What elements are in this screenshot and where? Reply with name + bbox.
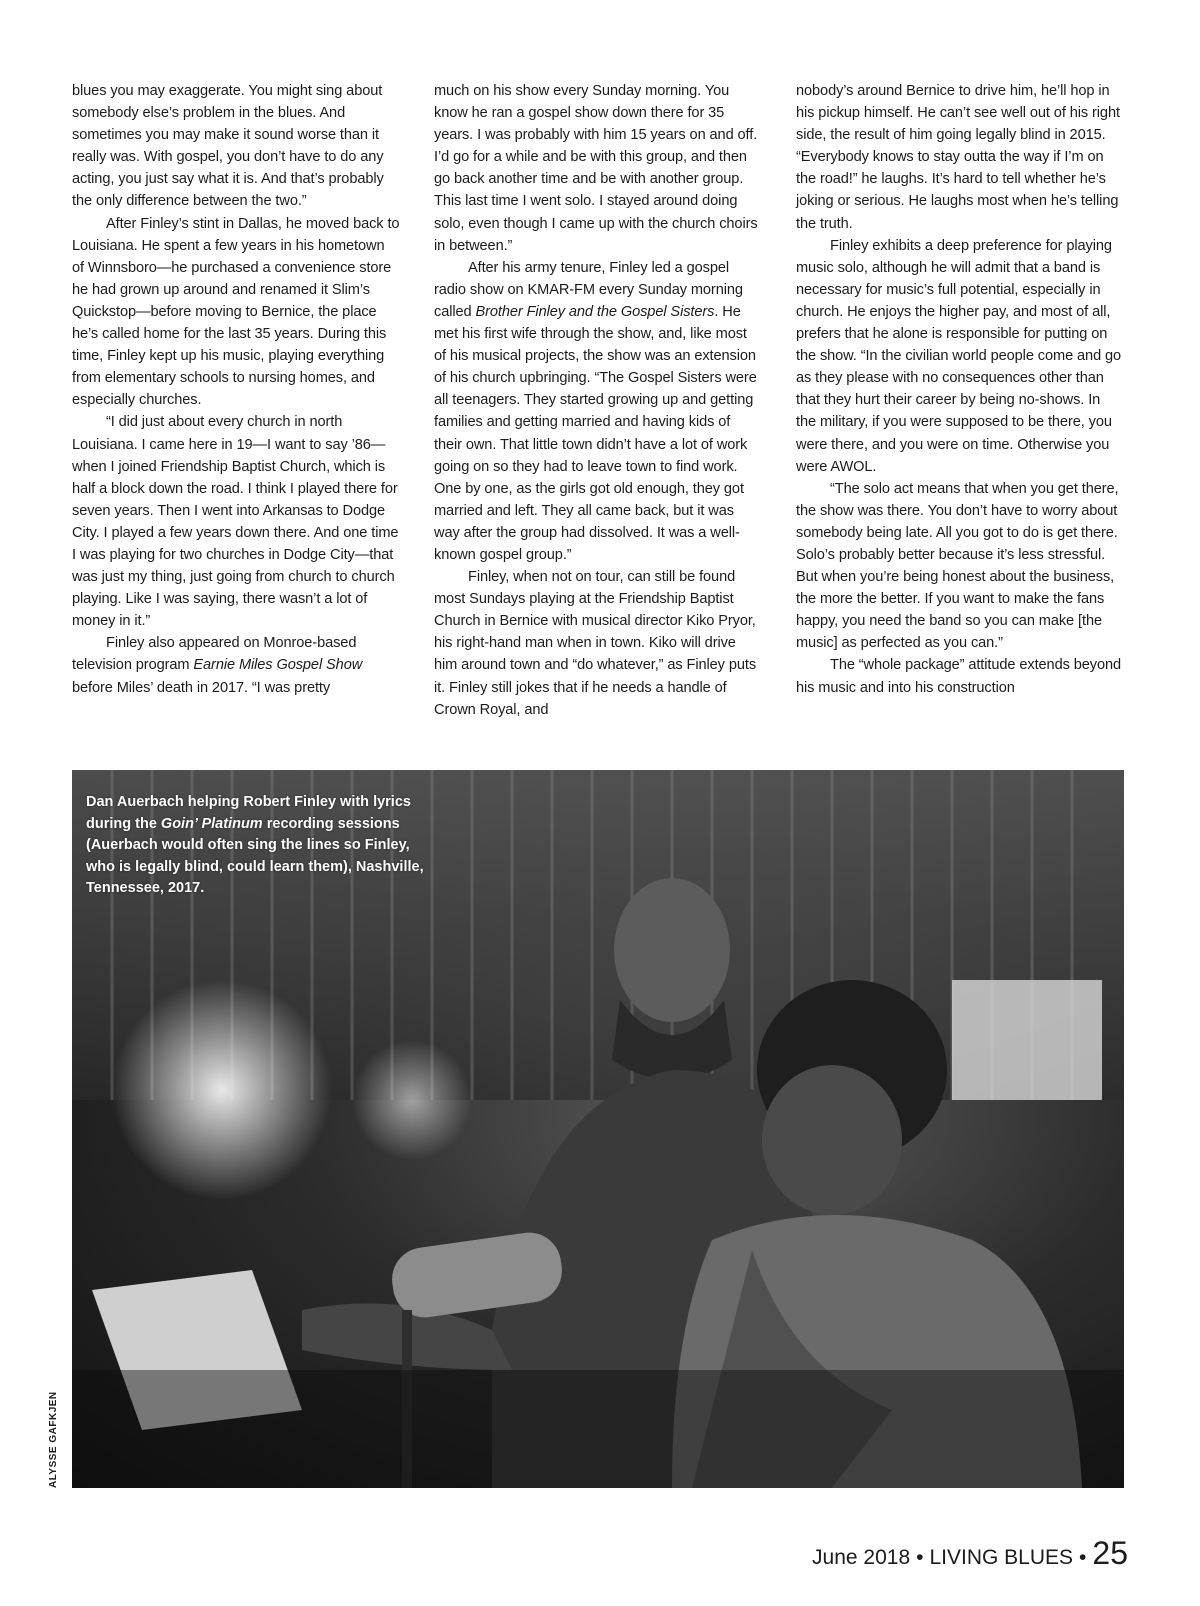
page-footer xyxy=(812,1535,1128,1572)
paragraph: The “whole package” attitude extends beyond his music and into his construction xyxy=(796,657,1122,696)
paragraph xyxy=(72,632,400,698)
text-run: . He met his first wife through the show, and, like most of his musical projects, the show was an extension of his church upbringing. “The Gospel Sisters were all teenagers. They started growing up and getting families and getting married and having kids of their own. That little town didn’t have a lot of work going on so they had to leave town to find work. One by one, as the girls got old enough, they got married and left. They all came back, but it was way after the group had dissolved. It was a well-known gospel group.” xyxy=(434,303,757,563)
text-run: After his army tenure, Finley led a gospel radio show on KMAR-FM every Sunday morning called xyxy=(434,259,743,320)
paragraph: nobody’s around Bernice to drive him, he’ll hop in his pickup himself. He can’t see well out of his right side, the result of him going legally blind in 2015. “Everybody knows to stay outta the way if I’m on the road!” he laughs. It’s hard to tell whether he’s joking or serious. He laughs most when he’s telling the truth. xyxy=(796,83,1120,232)
text-run: before Miles’ death in 2017. “I was pretty xyxy=(72,679,331,696)
paragraph xyxy=(434,257,762,566)
paragraph: Finley exhibits a deep preference for playing music solo, although he will admit that a band is necessary for music’s full potential, especially in church. He enjoys the higher pay, and most of all, prefers that he alone is responsible for putting on the show. “In the civilian world people come and go as they please with no consequences other than that they hurt their career by being no-shows. In the military, if you were supposed to be there, you were there, and you were on time. Otherwise you were AWOL. xyxy=(796,237,1122,475)
magazine-name: LIVING BLUES xyxy=(929,1546,1074,1569)
article-columns xyxy=(72,80,1124,760)
show-title: Brother Finley and the Gospel Sisters xyxy=(475,303,715,320)
caption-text: recording sessions (Auerbach would often sing the lines so Finley, who is legally blind, could learn them), Nashville, Tennessee, 2017. xyxy=(86,815,424,896)
column-2 xyxy=(434,80,762,760)
text-run: Finley also appeared on Monroe-based television program xyxy=(72,635,357,674)
page-number: 25 xyxy=(1092,1535,1128,1571)
bullet-separator: • xyxy=(1079,1546,1087,1569)
paragraph: “I did just about every church in north Louisiana. I came here in 19—I want to say ’86—when I joined Friendship Baptist Church, which is half a block down the road. I think I played there for seven years. Then I went into Arkansas to Dodge City. I played a few years down there. And one time I was playing for two churches in Dodge City—that was just my thing, just going from church to church playing. Like I was saying, there wasn’t a lot of money in it.” xyxy=(72,414,399,630)
paragraph: After Finley’s stint in Dallas, he moved back to Louisiana. He spent a few years in his hometown of Winnsboro—he purchased a convenience store he had grown up around and renamed it Slim’s Quickstop—before moving to Bernice, the place he’s called home for the last 35 years. During this time, Finley kept up his music, playing everything from elementary schools to nursing homes, and especially churches. xyxy=(72,215,400,409)
photo-credit: ALYSSE GAFKJEN xyxy=(48,1391,59,1488)
album-title: Goin’ Platinum xyxy=(160,815,263,832)
bullet-separator: • xyxy=(916,1546,924,1569)
show-title: Earnie Miles Gospel Show xyxy=(193,657,363,674)
column-1 xyxy=(72,80,400,760)
issue-date: June 2018 xyxy=(812,1546,911,1569)
paragraph: Finley, when not on tour, can still be found most Sundays playing at the Friendship Baptist Church in Bernice with musical director Kiko Pryor, his right-hand man when in town. Kiko will drive him around town and “do whatever,” as Finley puts it. Finley still jokes that if he needs a handle of Crown Royal, and xyxy=(434,569,757,718)
caption-text: Dan Auerbach helping Robert Finley with lyrics during the xyxy=(86,794,411,832)
studio-photo xyxy=(72,770,1124,1488)
paragraph: much on his show every Sunday morning. You know he ran a gospel show down there for 35 years. I was probably with him 15 years on and off. I’d go for a while and be with this group, and then go back another time and be with another group. This last time I went solo. I stayed around doing solo, even though I came up with the church choirs in between.” xyxy=(434,83,758,254)
paragraph: blues you may exaggerate. You might sing about somebody else’s problem in the blues. And sometimes you may make it sound worse than it really was. With gospel, you don’t have to do any acting, you just say what it is. And that’s probably the only difference between the two.” xyxy=(72,83,384,210)
column-3 xyxy=(796,80,1124,760)
paragraph: “The solo act means that when you get there, the show was there. You don’t have to worry about somebody being late. All you got to do is get there. Solo’s probably better because it’s less stressful. But when you’re being honest about the business, the more the better. If you want to make the fans happy, you need the band so you can make [the music] as perfected as you can.” xyxy=(796,480,1119,652)
photo-caption xyxy=(86,792,426,900)
